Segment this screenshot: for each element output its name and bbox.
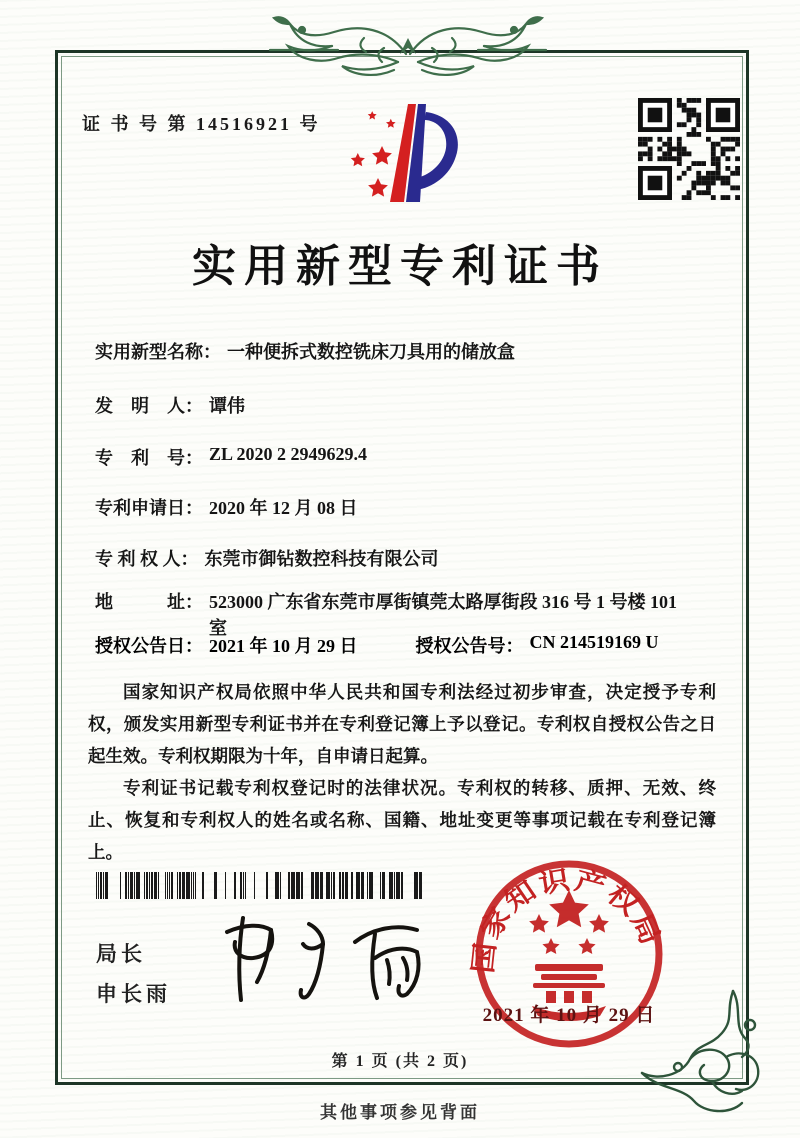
commissioner-title: 局长 [96, 942, 146, 966]
field-value: 谭伟 [209, 396, 245, 416]
field-label: 地 址： [95, 592, 203, 612]
qr-code [638, 98, 740, 200]
grant-date-label: 授权公告日： [95, 636, 203, 656]
back-side-note: 其他事项参见背面 [320, 1103, 480, 1122]
field-value: 523000 广东省东莞市厚街镇莞太路厚街段 316 号 1 号楼 101 室 [209, 592, 677, 638]
grant-no-label: 授权公告号： [415, 636, 524, 656]
field-value: ZL 2020 2 2949629.4 [209, 444, 368, 464]
field-value: 一种便拆式数控铣床刀具用的储放盒 [227, 342, 515, 362]
page-number: 第 1 页 (共 2 页) [331, 1053, 469, 1070]
grant-row [95, 632, 735, 658]
field-row [95, 444, 715, 470]
field-label: 专 利 号： [95, 448, 203, 468]
field-label: 专利申请日： [95, 498, 203, 518]
top-scroll-ornament-icon [268, 8, 548, 86]
handwritten-signature [205, 898, 435, 1013]
commissioner-name: 申长雨 [96, 982, 171, 1006]
barcode [96, 872, 428, 899]
field-label: 实用新型名称： [95, 342, 221, 362]
field-row [95, 545, 715, 571]
grant-date-value: 2021 年 10 月 29 日 [209, 636, 358, 656]
legal-paragraph-1: 国家知识产权局依照中华人民共和国专利法经过初步审查，决定授予专利权，颁发实用新型专利证书并在专利登记簿上予以登记。专利权自授权公告之日起生效。专利权期限为十年，自申请日起算。 [88, 682, 716, 766]
seal-date: 2021 年 10 月 29 日 [482, 1005, 656, 1026]
field-label: 专 利 权 人： [95, 549, 199, 569]
grant-no-value: CN 214519169 U [529, 632, 659, 652]
field-row [95, 392, 715, 418]
field-row [95, 338, 715, 364]
legal-text [88, 676, 716, 868]
certificate-title: 实用新型专利证书 [192, 242, 608, 291]
cnipa-logo [338, 90, 464, 218]
certificate-number: 证 书 号 第 14516921 号 [82, 114, 321, 134]
field-label: 发 明 人： [95, 396, 203, 416]
field-value: 东莞市御钻数控科技有限公司 [204, 549, 439, 569]
seal-ring-text: 国家知识产权局 [467, 864, 665, 975]
field-value: 2020 年 12 月 08 日 [209, 498, 358, 518]
field-row [95, 494, 715, 520]
legal-paragraph-2: 专利证书记载专利权登记时的法律状况。专利权的转移、质押、无效、终止、恢复和专利权人的姓名或名称、国籍、地址变更等事项记载在专利登记簿上。 [88, 778, 716, 862]
